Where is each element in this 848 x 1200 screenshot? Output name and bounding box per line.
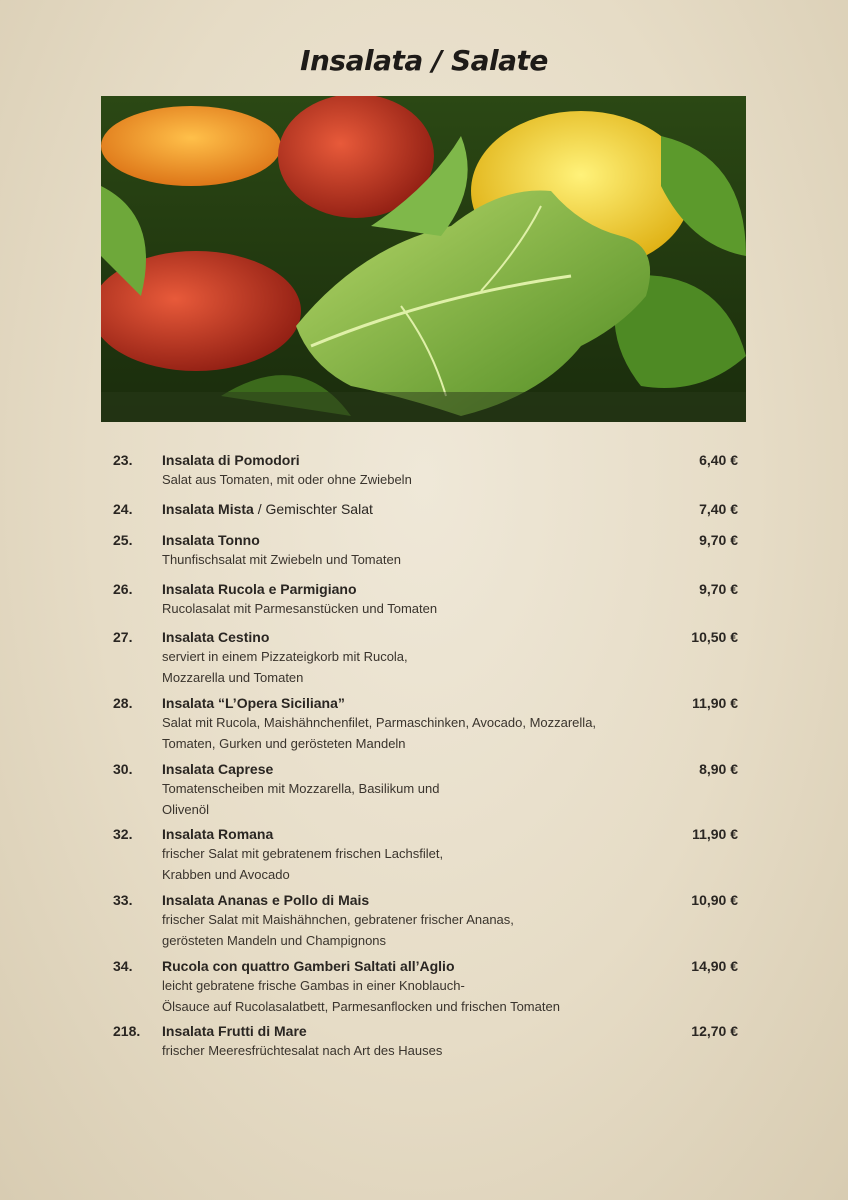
item-description: serviert in einem Pizzateigkorb mit Rucola, Mozzarella und Tomaten bbox=[162, 649, 408, 685]
item-number: 28. bbox=[113, 695, 133, 711]
item-number: 34. bbox=[113, 958, 133, 974]
item-price: 10,90 € bbox=[691, 892, 738, 908]
item-name: Insalata Rucola e Parmigiano bbox=[162, 581, 357, 597]
item-description: Salat aus Tomaten, mit oder ohne Zwiebeln bbox=[162, 472, 412, 487]
page-title: Insalata / Salate bbox=[300, 44, 548, 77]
item-price: 7,40 € bbox=[699, 501, 738, 517]
item-number: 23. bbox=[113, 452, 133, 468]
item-description: Salat mit Rucola, Maishähnchenfilet, Parmaschinken, Avocado, Mozzarella, Tomaten, Gurken und gerösteten Mandeln bbox=[162, 715, 597, 751]
item-name: Rucola con quattro Gamberi Saltati all’Aglio bbox=[162, 958, 455, 974]
item-description: Tomatenscheiben mit Mozzarella, Basilikum und Olivenöl bbox=[162, 781, 440, 817]
item-name: Insalata Ananas e Pollo di Mais bbox=[162, 892, 370, 908]
item-price: 8,90 € bbox=[699, 761, 738, 777]
item-description: Thunfischsalat mit Zwiebeln und Tomaten bbox=[162, 552, 401, 567]
item-number: 33. bbox=[113, 892, 133, 908]
item-price: 9,70 € bbox=[699, 532, 738, 548]
salad-photo bbox=[101, 96, 746, 422]
item-description: frischer Salat mit gebratenem frischen Lachsfilet, Krabben und Avocado bbox=[162, 846, 444, 882]
item-price: 14,90 € bbox=[691, 958, 738, 974]
item-description: frischer Meeresfrüchtesalat nach Art des Hauses bbox=[162, 1043, 443, 1058]
item-number: 25. bbox=[113, 532, 133, 548]
item-name: Insalata Romana bbox=[162, 826, 274, 842]
item-description: Rucolasalat mit Parmesanstücken und Tomaten bbox=[162, 601, 438, 616]
item-description: frischer Salat mit Maishähnchen, gebratener frischer Ananas, gerösteten Mandeln und Champignons bbox=[162, 912, 514, 948]
item-price: 10,50 € bbox=[691, 629, 738, 645]
item-name: Insalata Caprese bbox=[162, 761, 274, 777]
item-number: 24. bbox=[113, 501, 133, 517]
item-price: 11,90 € bbox=[692, 826, 738, 842]
item-number: 30. bbox=[113, 761, 133, 777]
item-name: Insalata Frutti di Mare bbox=[162, 1023, 307, 1039]
item-name: Insalata “L’Opera Siciliana” bbox=[162, 695, 345, 711]
item-number: 26. bbox=[113, 581, 133, 597]
item-name: Insalata Cestino bbox=[162, 629, 270, 645]
item-price: 9,70 € bbox=[699, 581, 738, 597]
item-name: Insalata di Pomodori bbox=[162, 452, 300, 468]
item-price: 6,40 € bbox=[699, 452, 738, 468]
item-number: 27. bbox=[113, 629, 133, 645]
item-description: leicht gebratene frische Gambas in einer Knoblauch- Ölsauce auf Rucolasalatbett, Parmesanflocken und frischen Tomaten bbox=[162, 978, 560, 1014]
item-price: 11,90 € bbox=[692, 695, 738, 711]
item-number: 218. bbox=[113, 1023, 141, 1039]
item-name: Insalata Tonno bbox=[162, 532, 260, 548]
item-number: 32. bbox=[113, 826, 133, 842]
item-price: 12,70 € bbox=[691, 1023, 738, 1039]
item-name: Insalata Mista / Gemischter Salat bbox=[162, 501, 373, 517]
